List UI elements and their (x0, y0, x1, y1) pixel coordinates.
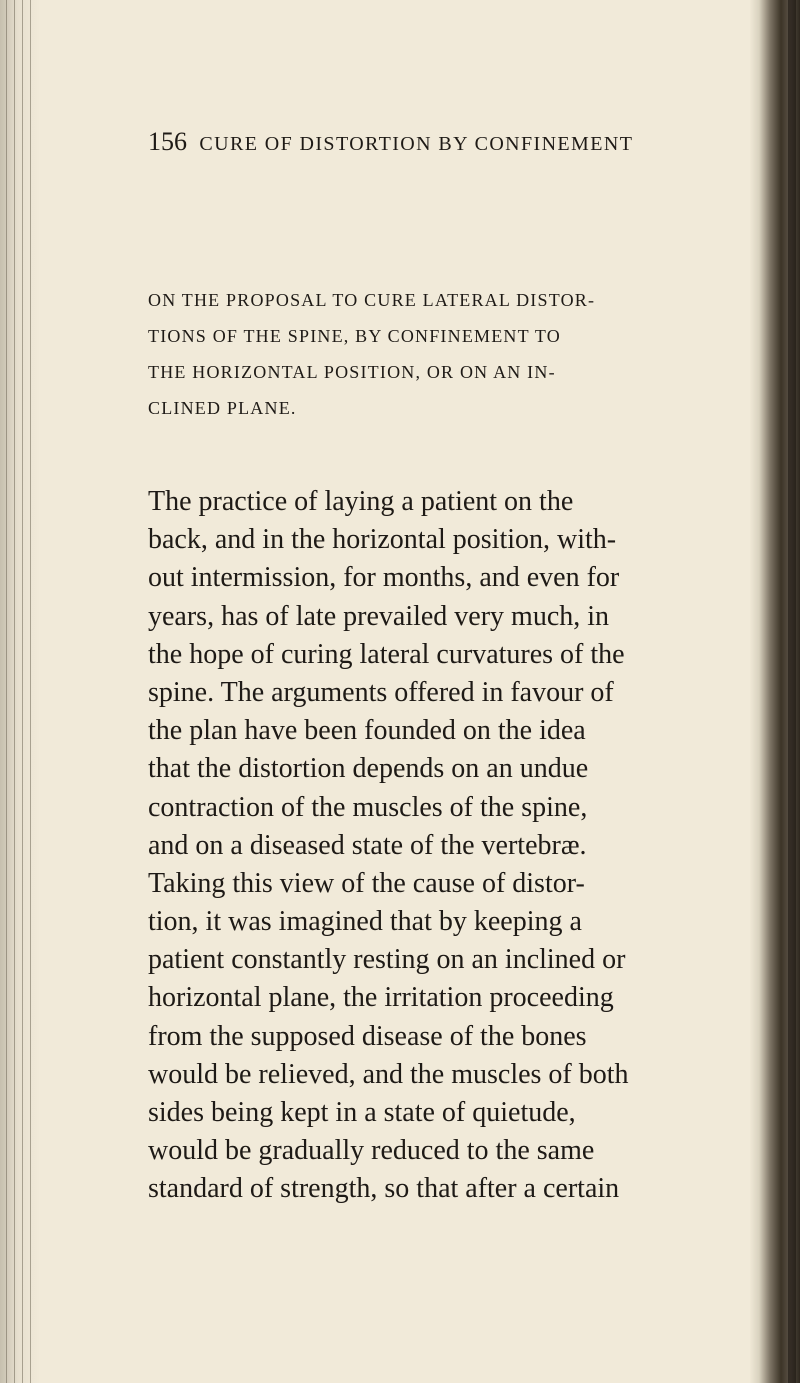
body-line: and on a diseased state of the vertebræ. (148, 829, 587, 861)
body-line: out intermission, for months, and even for (148, 562, 620, 594)
body-line: contraction of the muscles of the spine, (148, 791, 588, 823)
running-head (148, 127, 748, 157)
body-line: The practice of laying a patient on the (148, 486, 574, 517)
section-title-line: CLINED PLANE. (148, 398, 297, 418)
page-number: 156 (148, 127, 187, 156)
gutter-line (14, 0, 15, 1383)
body-line: standard of strength, so that after a certain (148, 1173, 620, 1205)
gutter-line (6, 0, 7, 1383)
body-line: back, and in the horizontal position, with- (148, 524, 617, 556)
gutter-line (22, 0, 23, 1383)
section-title (148, 282, 748, 426)
body-line: patient constantly resting on an inclined or (148, 944, 626, 976)
section-title-line: THE HORIZONTAL POSITION, OR ON AN IN- (148, 362, 556, 382)
body-line: the plan have been founded on the idea (148, 715, 586, 747)
page-edge (750, 0, 800, 1383)
page-edge-shadow (788, 0, 796, 1383)
body-line: years, has of late prevailed very much, in (148, 600, 610, 632)
body-line: that the distortion depends on an undue (148, 753, 589, 785)
body-line: spine. The arguments offered in favour of (148, 676, 614, 708)
gutter-line (30, 0, 31, 1383)
body-line: would be gradually reduced to the same (148, 1135, 595, 1167)
binding-gutter (0, 0, 40, 1383)
body-line: sides being kept in a state of quietude, (148, 1097, 576, 1128)
body-paragraph (148, 483, 748, 1209)
body-line: Taking this view of the cause of distor- (148, 867, 585, 899)
body-line: from the supposed disease of the bones (148, 1020, 587, 1052)
body-line: would be relieved, and the muscles of both (148, 1058, 629, 1090)
section-title-line: TIONS OF THE SPINE, BY CONFINEMENT TO (148, 326, 561, 346)
body-line: horizontal plane, the irritation proceeding (148, 982, 614, 1014)
section-title-line: ON THE PROPOSAL TO CURE LATERAL DISTOR- (148, 290, 596, 310)
running-head-title: CURE OF DISTORTION BY CONFINEMENT (199, 133, 634, 155)
body-line: the hope of curing lateral curvatures of the (148, 638, 625, 670)
body-line: tion, it was imagined that by keeping a (148, 906, 582, 938)
